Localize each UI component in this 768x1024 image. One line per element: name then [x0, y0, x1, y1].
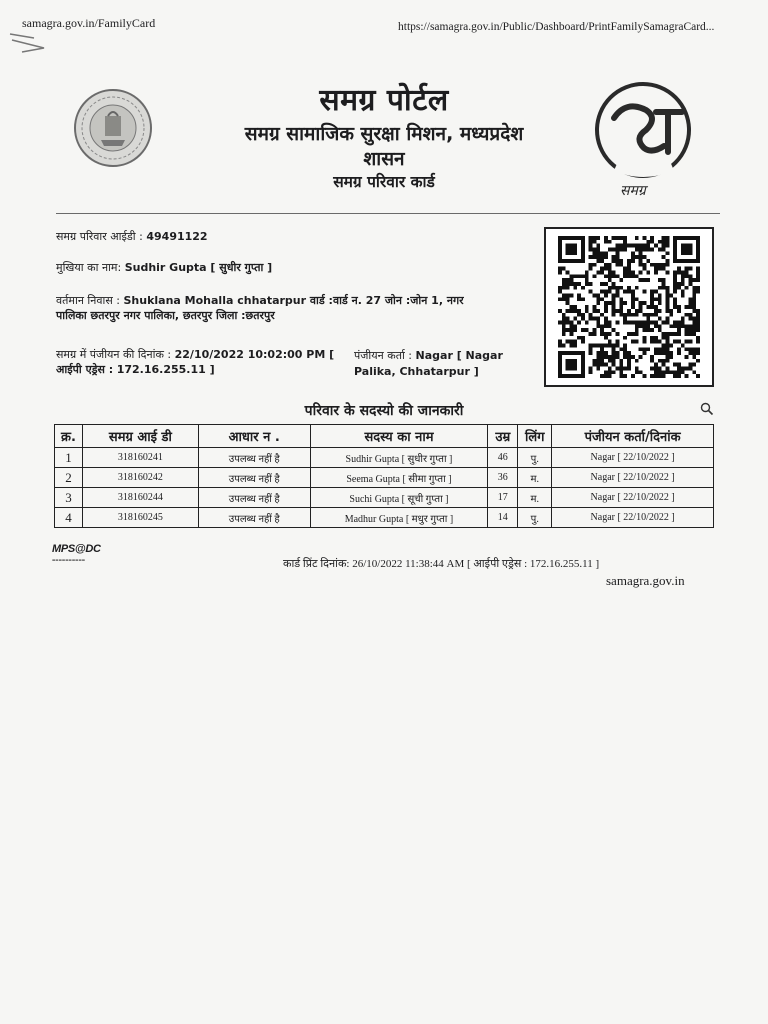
cell-member-name: Suchi Gupta [ सूची गुप्ता ] — [310, 488, 488, 508]
reg-date-value: 22/10/2022 10:02:00 PM [ — [174, 348, 335, 361]
samagra-logo-icon — [586, 82, 706, 186]
col-header-member-name: सदस्य का नाम — [310, 425, 488, 448]
cell-age: 46 — [488, 448, 518, 468]
cell-gender: म. — [518, 468, 552, 488]
cell-samagra-id: 318160245 — [82, 508, 198, 528]
cell-registrar: Nagar [ 22/10/2022 ] — [552, 508, 714, 528]
header-divider — [56, 213, 720, 214]
table-row — [55, 468, 714, 488]
col-header-registrar: पंजीयन कर्ता/दिनांक — [552, 425, 714, 448]
cell-aadhaar: उपलब्ध नहीं है — [198, 508, 310, 528]
col-header-age: उम्र — [488, 425, 518, 448]
registrar-label: पंजीयन कर्ता : — [354, 349, 413, 362]
qr-code-frame — [544, 227, 714, 387]
magnifier-icon[interactable] — [700, 402, 714, 416]
table-row — [55, 508, 714, 528]
col-header-serial: क्र. — [55, 425, 83, 448]
cell-member-name: Seema Gupta [ सीमा गुप्ता ] — [310, 468, 488, 488]
cell-aadhaar: उपलब्ध नहीं है — [198, 448, 310, 468]
address-label: वर्तमान निवास : — [56, 294, 120, 307]
reg-date-row — [56, 347, 334, 362]
cell-registrar: Nagar [ 22/10/2022 ] — [552, 448, 714, 468]
footer-site: samagra.gov.in — [606, 573, 685, 588]
cell-registrar: Nagar [ 22/10/2022 ] — [552, 488, 714, 508]
head-name-value: Sudhir Gupta [ सुधीर गुप्ता ] — [124, 261, 273, 274]
cell-age: 14 — [488, 508, 518, 528]
family-id-label: समग्र परिवार आईडी : — [56, 230, 143, 243]
cell-serial: 1 — [55, 448, 83, 468]
cell-serial: 3 — [55, 488, 83, 508]
cell-age: 36 — [488, 468, 518, 488]
mpsedc-tagline-mark: ▬▬▬▬▬▬▬▬▬▬ — [52, 558, 86, 562]
cell-gender: म. — [518, 488, 552, 508]
table-header-row — [55, 425, 714, 448]
family-id-row — [56, 229, 208, 244]
address-line-1 — [56, 293, 464, 308]
ip-row — [56, 362, 215, 377]
cell-aadhaar: उपलब्ध नहीं है — [198, 488, 310, 508]
registrar-value-2: Palika, Chhatarpur ] — [354, 365, 479, 378]
head-name-row — [56, 260, 272, 275]
cell-aadhaar: उपलब्ध नहीं है — [198, 468, 310, 488]
print-date: कार्ड प्रिंट दिनांक: 26/10/2022 11:38:44 AM [ आईपी एड्रेस : 172.16.255.11 ] — [283, 558, 600, 570]
cell-member-name: Sudhir Gupta [ सुधीर गुप्ता ] — [310, 448, 488, 468]
cell-samagra-id: 318160241 — [82, 448, 198, 468]
qr-code-icon — [555, 236, 703, 378]
members-section-title: परिवार के सदस्यो की जानकारी — [304, 403, 464, 419]
family-id-value: 49491122 — [146, 230, 208, 243]
ip-value: 172.16.255.11 ] — [116, 363, 215, 376]
registrar-row — [354, 348, 503, 363]
scan-mark-icon — [4, 26, 54, 56]
head-name-label: मुखिया का नाम: — [56, 261, 122, 274]
cell-serial: 4 — [55, 508, 83, 528]
cell-samagra-id: 318160242 — [82, 468, 198, 488]
browser-url-right: https://samagra.gov.in/Public/Dashboard/PrintFamilySamagraCard... — [398, 21, 715, 33]
ip-label: आईपी एड्रेस : — [56, 363, 114, 376]
members-table — [54, 424, 714, 528]
address-value-2: पालिका छतरपुर नगर पालिका, छतरपुर जिला :छतरपुर — [56, 309, 275, 322]
cell-gender: पु. — [518, 508, 552, 528]
cell-registrar: Nagar [ 22/10/2022 ] — [552, 468, 714, 488]
govt-label: शासन — [363, 148, 405, 170]
reg-date-label: समग्र में पंजीयन की दिनांक : — [56, 348, 172, 361]
cell-age: 17 — [488, 488, 518, 508]
card-name: समग्र परिवार कार्ड — [333, 173, 435, 191]
col-header-aadhaar: आधार न . — [198, 425, 310, 448]
registrar-row-2 — [354, 364, 479, 379]
table-row — [55, 448, 714, 468]
mpsedc-logo: MPS@DC — [52, 543, 101, 555]
cell-samagra-id: 318160244 — [82, 488, 198, 508]
table-row — [55, 488, 714, 508]
page-title: समग्र पोर्टल — [319, 83, 449, 118]
cell-gender: पु. — [518, 448, 552, 468]
cell-serial: 2 — [55, 468, 83, 488]
page-subtitle: समग्र सामाजिक सुरक्षा मिशन, मध्यप्रदेश — [244, 123, 524, 145]
browser-url-left: samagra.gov.in/FamilyCard — [22, 16, 156, 30]
cell-member-name: Madhur Gupta [ मधुर गुप्ता ] — [310, 508, 488, 528]
address-value-1: Shuklana Mohalla chhatarpur वार्ड :वार्ड न. 27 जोन :जोन 1, नगर — [123, 294, 464, 307]
address-line-2 — [56, 308, 275, 323]
col-header-samagra-id: समग्र आई डी — [82, 425, 198, 448]
col-header-gender: लिंग — [518, 425, 552, 448]
registrar-value-1: Nagar [ Nagar — [415, 349, 503, 362]
logo-caption: समग्र — [620, 183, 646, 199]
